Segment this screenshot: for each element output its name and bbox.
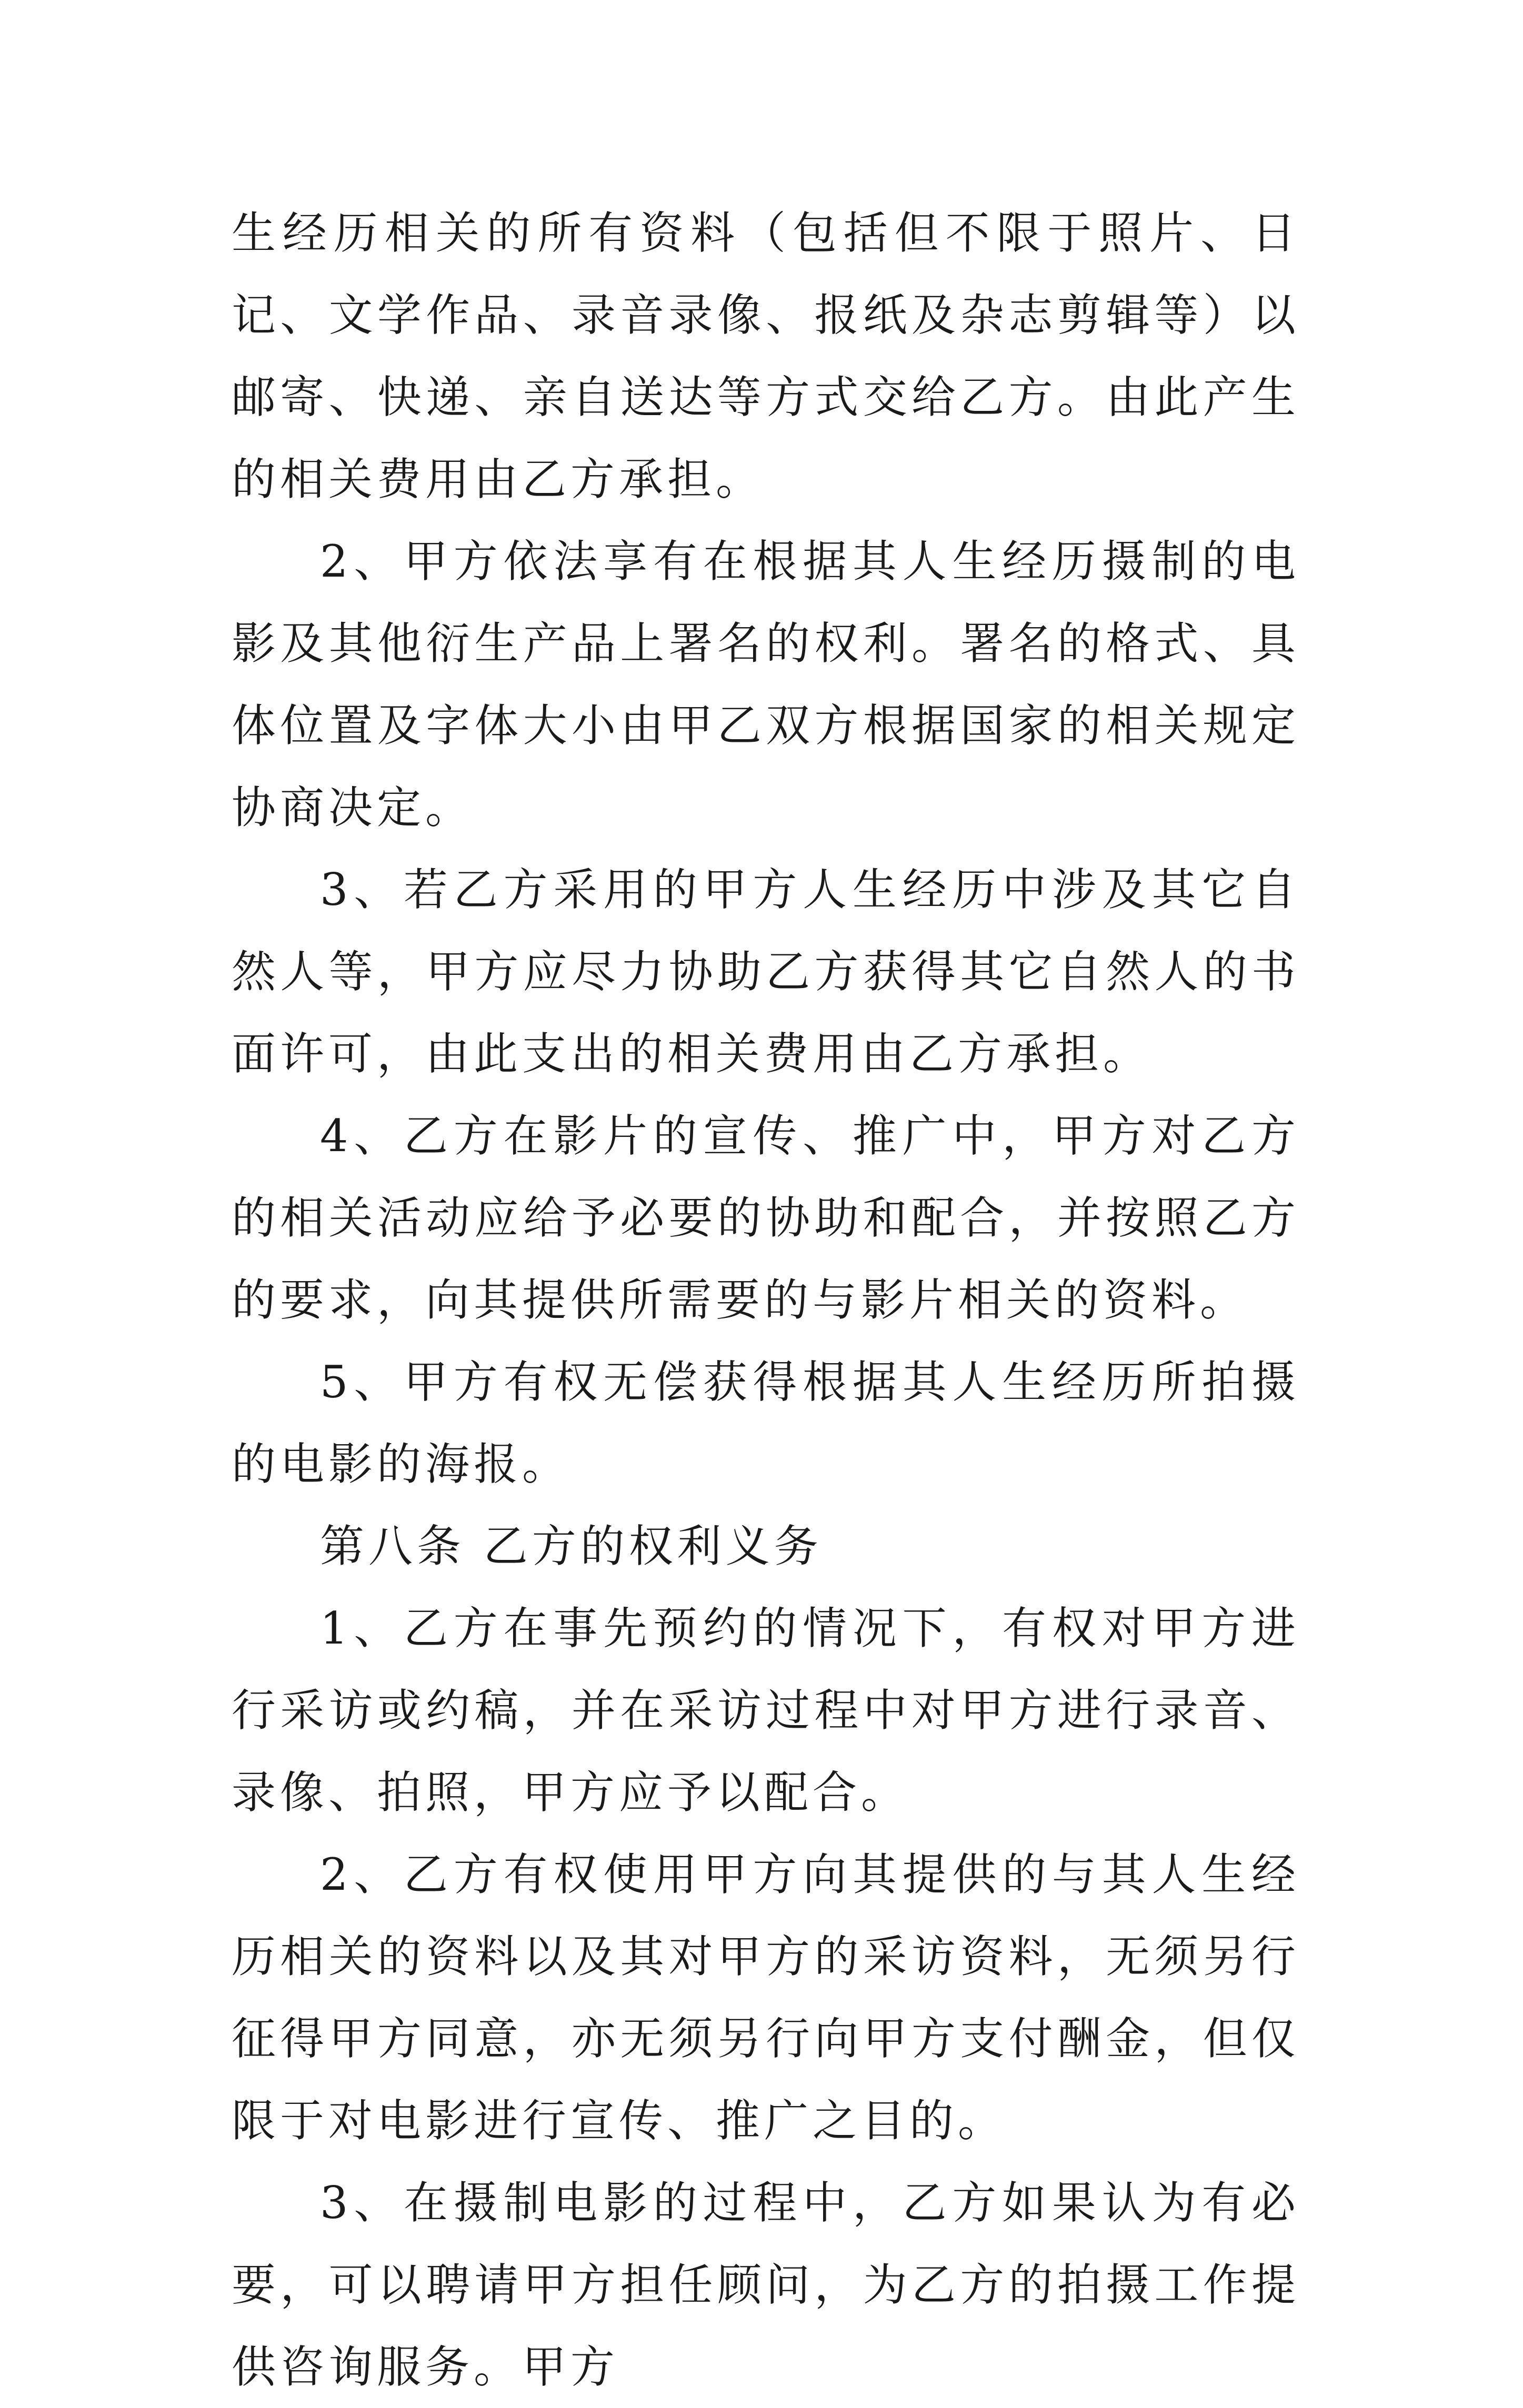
paragraph-clause-7-5: 5、甲方有权无偿获得根据其人生经历所拍摄的电影的海报。 [232,1356,1300,1490]
paragraph-clause-8-2: 2、乙方有权使用甲方向其提供的与其人生经历相关的资料以及其对甲方的采访资料，无须另行征得甲方同意，亦无须另行向甲方支付酬金，但仅限于对电影进行宣传、推广之目的。 [232,1849,1300,2147]
paragraph-clause-7-2: 2、甲方依法享有在根据其人生经历摄制的电影及其他衍生产品上署名的权利。署名的格式、具体位置及字体大小由甲乙双方根据国家的相关规定协商决定。 [232,536,1300,833]
paragraph-clause-8-1: 1、乙方在事先预约的情况下，有权对甲方进行采访或约稿，并在采访过程中对甲方进行录音、录像、拍照，甲方应予以配合。 [232,1603,1300,1818]
paragraph-clause-7-4: 4、乙方在影片的宣传、推广中，甲方对乙方的相关活动应给予必要的协助和配合，并按照乙方的要求，向其提供所需要的与影片相关的资料。 [232,1110,1300,1326]
paragraph-clause-8-3: 3、在摄制电影的过程中，乙方如果认为有必要，可以聘请甲方担任顾问，为乙方的拍摄工作提供咨询服务。甲方 [232,2177,1300,2393]
paragraph-clause-7-3: 3、若乙方采用的甲方人生经历中涉及其它自然人等，甲方应尽力协助乙方获得其它自然人的书面许可，由此支出的相关费用由乙方承担。 [232,864,1300,1080]
document-body [232,192,1300,2408]
article-8-heading: 第八条 乙方的权利义务 [320,1520,823,1572]
paragraph-continuation: 生经历相关的所有资料（包括但不限于照片、日记、文学作品、录音录像、报纸及杂志剪辑等）以邮寄、快递、亲自送达等方式交给乙方。由此产生的相关费用由乙方承担。 [232,207,1300,505]
